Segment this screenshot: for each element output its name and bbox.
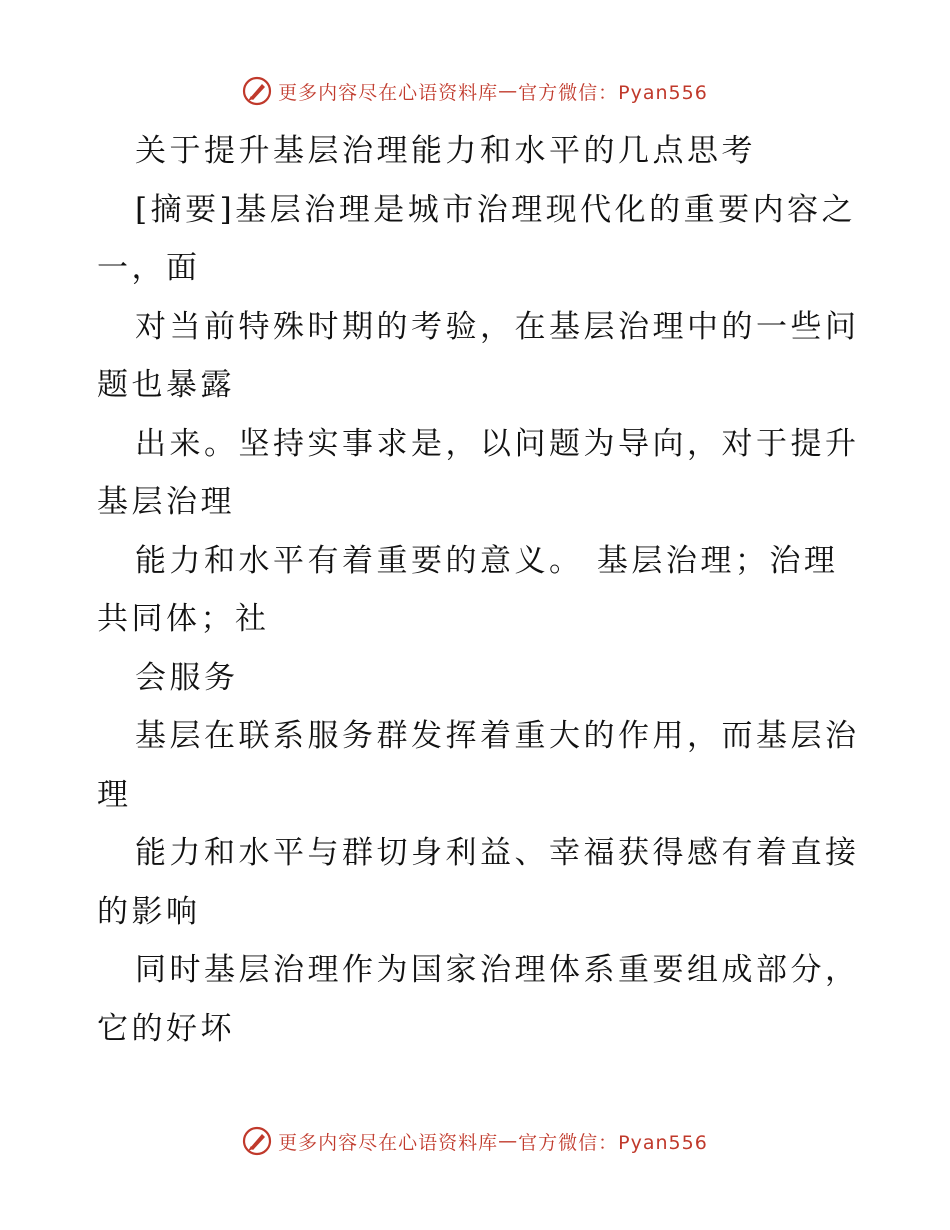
text-line: 的影响 xyxy=(97,893,201,930)
text-line: 能力和水平与群切身利益、幸福获得感有着直接 xyxy=(135,835,860,871)
text-line: [摘要]基层治理是城市治理现代化的重要内容之 xyxy=(135,191,857,228)
banner-separator: — xyxy=(498,80,519,102)
banner-wechat-text: 官方微信：Pyan556 xyxy=(518,1131,708,1154)
text-line: 题也暴露 xyxy=(97,367,235,403)
text-line: 会服务 xyxy=(135,659,239,696)
banner-separator: — xyxy=(498,1130,519,1152)
header-banner xyxy=(0,74,950,108)
pen-quill-logo-icon xyxy=(242,1126,272,1156)
text-line: 对当前特殊时期的考验，在基层治理中的一些问 xyxy=(135,308,860,345)
banner-main-text: 更多内容尽在心语资料库 xyxy=(278,1131,499,1154)
banner-main-text: 更多内容尽在心语资料库 xyxy=(278,81,499,104)
text-line: 基层在联系服务群发挥着重大的作用，而基层治 xyxy=(135,718,860,754)
banner-wechat-text: 官方微信：Pyan556 xyxy=(518,81,708,104)
text-line: 出来。坚持实事求是，以问题为导向，对于提升 xyxy=(135,425,860,462)
document-body xyxy=(97,122,860,1058)
text-line: 一，面 xyxy=(97,250,201,286)
text-line: 能力和水平有着重要的意义。 基层治理；治理 xyxy=(135,542,839,579)
text-line: 关于提升基层治理能力和水平的几点思考 xyxy=(135,133,756,169)
text-line: 理 xyxy=(97,776,132,813)
text-line: 它的好坏 xyxy=(97,1010,235,1047)
footer-banner xyxy=(0,1124,950,1158)
text-line: 共同体；社 xyxy=(97,601,270,637)
text-line: 同时基层治理作为国家治理体系重要组成部分， xyxy=(135,952,860,988)
pen-quill-logo-icon xyxy=(242,76,272,106)
text-line: 基层治理 xyxy=(97,484,235,520)
